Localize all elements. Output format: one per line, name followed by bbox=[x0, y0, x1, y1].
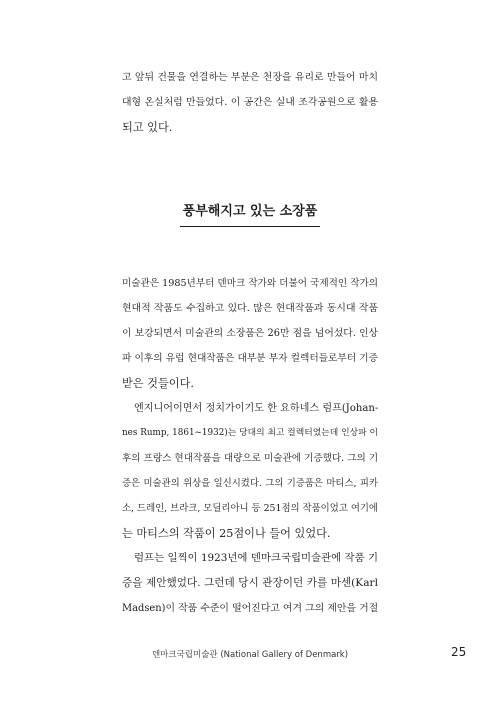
section-heading-text: 풍부해지고 있는 소장품 bbox=[180, 202, 321, 227]
page-number: 25 bbox=[451, 645, 467, 659]
text-line: 엔지니어이면서 정치가이기도 한 요하네스 럼프(Johan- bbox=[134, 403, 379, 414]
text-line: 럼프는 일찍이 1923년에 덴마크국립미술관에 작품 기 bbox=[134, 552, 378, 564]
text-line: 증을 제안했었다. 그런데 당시 관장이던 카를 마센(Karl bbox=[122, 577, 378, 589]
text-line: 증은 미술관의 위상을 일신시켰다. 그의 기증품은 마티스, 피카 bbox=[122, 478, 378, 489]
text-line: 파 이후의 유럽 현대작품은 대부분 부자 컬렉터들로부터 기증 bbox=[122, 353, 378, 364]
text-line: 이 보강되면서 미술관의 소장품은 26만 점을 넘어섰다. 인상 bbox=[122, 328, 378, 339]
text-line: 미술관은 1985년부터 덴마크 작가와 더불어 국제적인 작가의 bbox=[122, 278, 378, 289]
text-line: 고 앞뒤 건물을 연결하는 부분은 천장을 유리로 만들어 마치 bbox=[122, 72, 378, 83]
text-line: 받은 것들이다. bbox=[122, 377, 194, 390]
text-line: 소, 드레인, 브라크, 모딜리아니 등 251점의 작품이었고 여기에 bbox=[122, 503, 378, 514]
text-line: 는 마티스의 작품이 25점이나 들어 있었다. bbox=[122, 527, 331, 540]
text-line: 되고 있다. bbox=[122, 121, 173, 134]
text-line: 대형 온실처럼 만들었다. 이 공간은 실내 조각공원으로 활용 bbox=[122, 97, 378, 108]
text-line: Madsen)이 작품 수준이 떨어진다고 여겨 그의 제안을 거절 bbox=[122, 603, 379, 614]
body-paragraph-2 bbox=[122, 396, 378, 546]
text-line: 후의 프랑스 현대작품을 대량으로 미술관에 기증했다. 그의 기 bbox=[122, 453, 379, 464]
section-heading bbox=[0, 202, 500, 227]
body-paragraph-1 bbox=[122, 271, 378, 396]
body-paragraph-3 bbox=[122, 546, 378, 621]
intro-paragraph bbox=[122, 65, 378, 140]
text-line: 현대적 작품도 수집하고 있다. 많은 현대작품과 동시대 작품 bbox=[122, 303, 378, 314]
running-footer-title: 덴마크국립미술관 (National Gallery of Denmark) bbox=[151, 650, 349, 660]
text-line: nes Rump, 1861~1932)는 당대의 최고 컬렉터였는데 인상파 이 bbox=[122, 428, 378, 438]
